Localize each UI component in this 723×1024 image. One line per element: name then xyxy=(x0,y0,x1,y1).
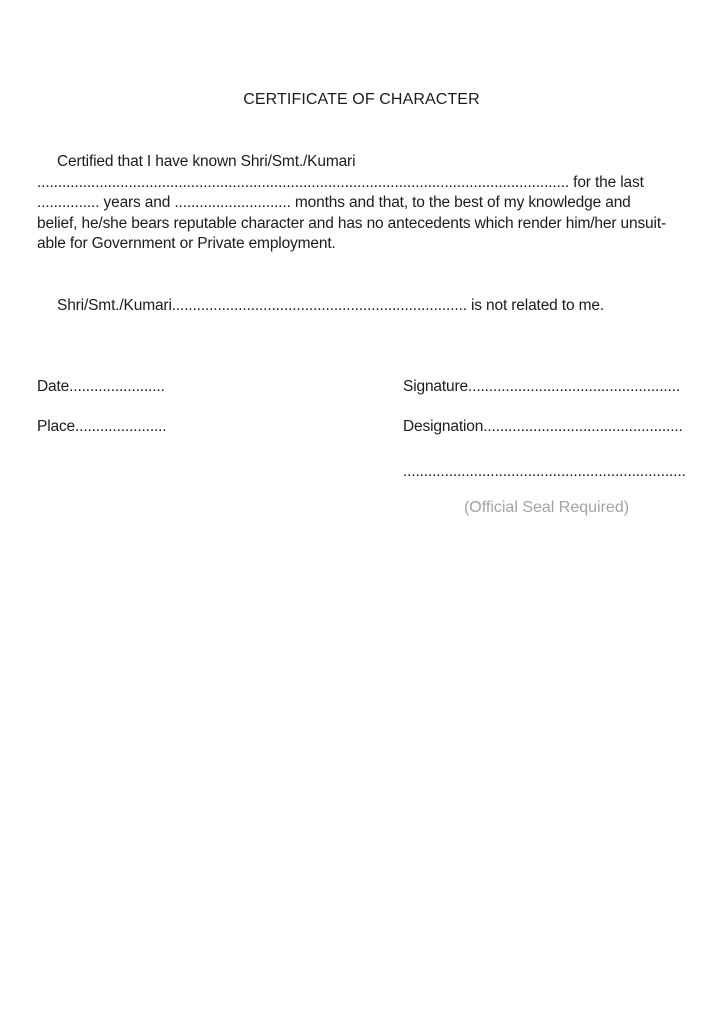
certification-paragraph xyxy=(37,152,666,255)
relation-statement: Shri/Smt./Kumari....................................................................... is not related to me. xyxy=(57,297,604,314)
place-field-line: Place...................... xyxy=(37,418,167,435)
designation-field-line: Designation................................................ xyxy=(403,418,683,435)
document-title: CERTIFICATE OF CHARACTER xyxy=(243,91,480,108)
signature-field-line: Signature................................................... xyxy=(403,378,680,395)
certification-line-1: Certified that I have known Shri/Smt./Kumari xyxy=(57,153,356,170)
certification-line-5: able for Government or Private employment. xyxy=(37,235,336,252)
certification-line-2-name-blank: ................................................................................................................................ for the last xyxy=(37,173,644,191)
official-seal-note: (Official Seal Required) xyxy=(463,499,630,516)
certification-line-4: belief, he/she bears reputable character and has no antecedents which render him/her unsuit- xyxy=(37,214,666,232)
date-field-line: Date....................... xyxy=(37,378,165,395)
official-seal-dotted-line: .................................................................... xyxy=(403,463,686,480)
certification-line-3-years-months-blanks: ............... years and ............................ months and that, to the best of my knowledge and xyxy=(37,194,631,211)
